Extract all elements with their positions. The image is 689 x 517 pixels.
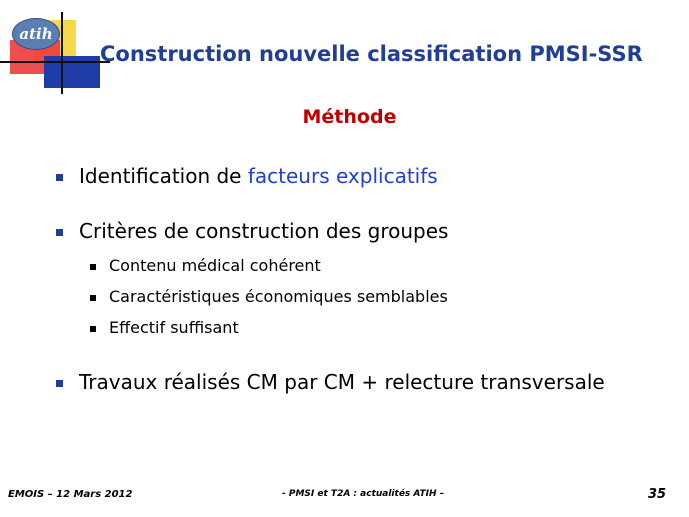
bullet-text <box>79 164 438 188</box>
bullet-text-plain: Identification de <box>79 164 248 188</box>
page-number: 35 <box>648 487 667 502</box>
bullet-travaux <box>56 370 605 394</box>
footer-center: - PMSI et T2A : actualités ATIH – <box>282 489 445 499</box>
sub-bullet-square-icon <box>90 326 96 332</box>
slide-subtitle: Méthode <box>302 106 397 128</box>
bullet-text: Critères de construction des groupes <box>79 219 449 243</box>
bullet-text-highlight: facteurs explicatifs <box>247 164 438 188</box>
logo-oval: atih <box>12 18 60 50</box>
sub-bullet-text: Effectif suffisant <box>109 318 239 337</box>
bullet-square-icon <box>56 229 63 236</box>
bullet-square-icon <box>56 380 63 387</box>
bullet-identification <box>56 164 438 188</box>
sub-bullet-text: Caractéristiques économiques semblables <box>109 287 448 306</box>
bullet-criteres <box>56 219 448 243</box>
logo-vertical-line <box>61 12 63 94</box>
slide-title: Construction nouvelle classification PMSI-SSR <box>100 42 643 66</box>
atih-logo <box>0 0 110 100</box>
sub-bullet-text: Contenu médical cohérent <box>109 256 321 275</box>
bullet-text: Travaux réalisés CM par CM + relecture transversale <box>79 370 605 394</box>
footer-left: EMOIS – 12 Mars 2012 <box>8 489 133 500</box>
sub-bullet-contenu <box>90 256 321 275</box>
sub-bullet-caracteristiques <box>90 287 448 306</box>
sub-bullet-effectif <box>90 318 239 337</box>
logo-horizontal-line <box>0 61 110 63</box>
sub-bullet-square-icon <box>90 264 96 270</box>
bullet-square-icon <box>56 174 63 181</box>
sub-bullet-square-icon <box>90 295 96 301</box>
